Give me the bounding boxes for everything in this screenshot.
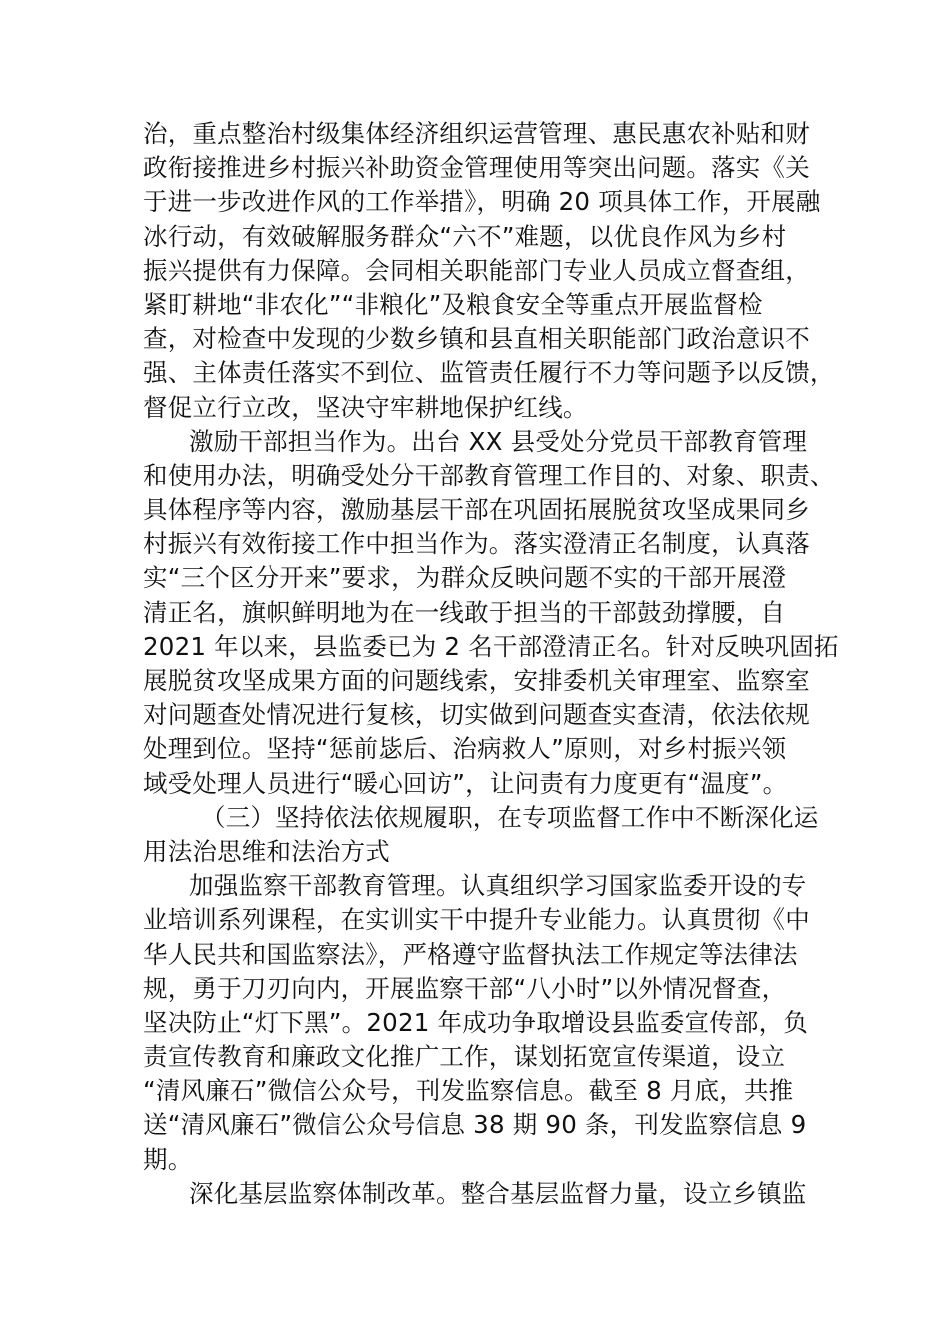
text-line: 域受处理人员进行“暖心回访”，让问责有力度更有“温度”。 — [143, 768, 788, 798]
text-line: 2021 年以来，县监委已为 2 名干部澄清正名。针对反映巩固拓 — [143, 631, 839, 661]
text-line: 规，勇于刀刃向内，开展监察干部“八小时”以外情况督查， — [143, 973, 787, 1003]
text-line: 政衔接推进乡村振兴补助资金管理使用等突出问题。落实《关 — [143, 153, 810, 183]
text-line: 振兴提供有力保障。会同相关职能部门专业人员成立督查组， — [143, 255, 810, 285]
text-line: 于进一步改进作风的工作举措》，明确 20 项具体工作，开展融 — [143, 187, 821, 217]
text-line: 治，重点整治村级集体经济组织运营管理、惠民惠农补贴和财 — [143, 119, 810, 148]
text-line: 督促立行立改，坚决守牢耕地保护红线。 — [143, 392, 588, 422]
text-line: 处理到位。坚持“惩前毖后、治病救人”原则，对乡村振兴领 — [143, 734, 787, 764]
text-line: 展脱贫攻坚成果方面的问题线索，安排委机关审理室、监察室 — [143, 666, 810, 695]
text-line: 送“清风廉石”微信公众号信息 38 期 90 条，刊发监察信息 9 — [143, 1110, 807, 1140]
text-line: 对问题查处情况进行复核，切实做到问题查实查清，依法依规 — [143, 700, 810, 730]
section-heading-line: （三）坚持依法依规履职，在专项监督工作中不断深化运 — [201, 802, 819, 832]
text-line: 责宣传教育和廉政文化推广工作，谋划拓宽宣传渠道，设立 — [143, 1042, 786, 1072]
text-line: 查，对检查中发现的少数乡镇和县直相关职能部门政治意识不 — [143, 324, 810, 354]
text-line: 华人民共和国监察法》，严格遵守监督执法工作规定等法律法 — [143, 939, 798, 969]
text-line: 坚决防止“灯下黑”。2021 年成功争取增设县监委宣传部，负 — [143, 1007, 809, 1037]
text-line: 紧盯耕地“非农化”“非粮化”及粮食安全等重点开展监督检 — [143, 289, 763, 319]
text-line: 实“三个区分开来”要求，为群众反映问题不实的干部开展澄 — [143, 563, 787, 593]
text-line: 具体程序等内容，激励基层干部在巩固拓展脱贫攻坚成果同乡 — [143, 495, 810, 525]
text-line: 清正名，旗帜鲜明地为在一线敢于担当的干部鼓劲撑腰，自 — [143, 597, 786, 627]
body-text — [143, 117, 839, 1211]
text-line: 和使用办法，明确受处分干部教育管理工作目的、对象、职责、 — [143, 460, 835, 490]
paragraph-start-line: 激励干部担当作为。出台 XX 县受处分党员干部教育管理 — [189, 426, 808, 456]
text-line: 业培训系列课程，在实训实干中提升专业能力。认真贯彻《中 — [143, 905, 810, 935]
paragraph-start-line: 深化基层监察体制改革。整合基层监督力量，设立乡镇监 — [189, 1178, 807, 1208]
paragraph-start-line: 加强监察干部教育管理。认真组织学习国家监委开设的专 — [189, 871, 807, 901]
section-heading-line: 用法治思维和法治方式 — [143, 836, 390, 866]
text-line: 强、主体责任落实不到位、监管责任履行不力等问题予以反馈， — [143, 358, 835, 388]
text-line: 期。 — [143, 1144, 193, 1174]
text-line: 村振兴有效衔接工作中担当作为。落实澄清正名制度，认真落 — [143, 529, 810, 559]
text-line: “清风廉石”微信公众号，刊发监察信息。截至 8 月底，共推 — [143, 1076, 794, 1106]
text-line: 冰行动，有效破解服务群众“六不”难题，以优良作风为乡村 — [143, 221, 787, 251]
